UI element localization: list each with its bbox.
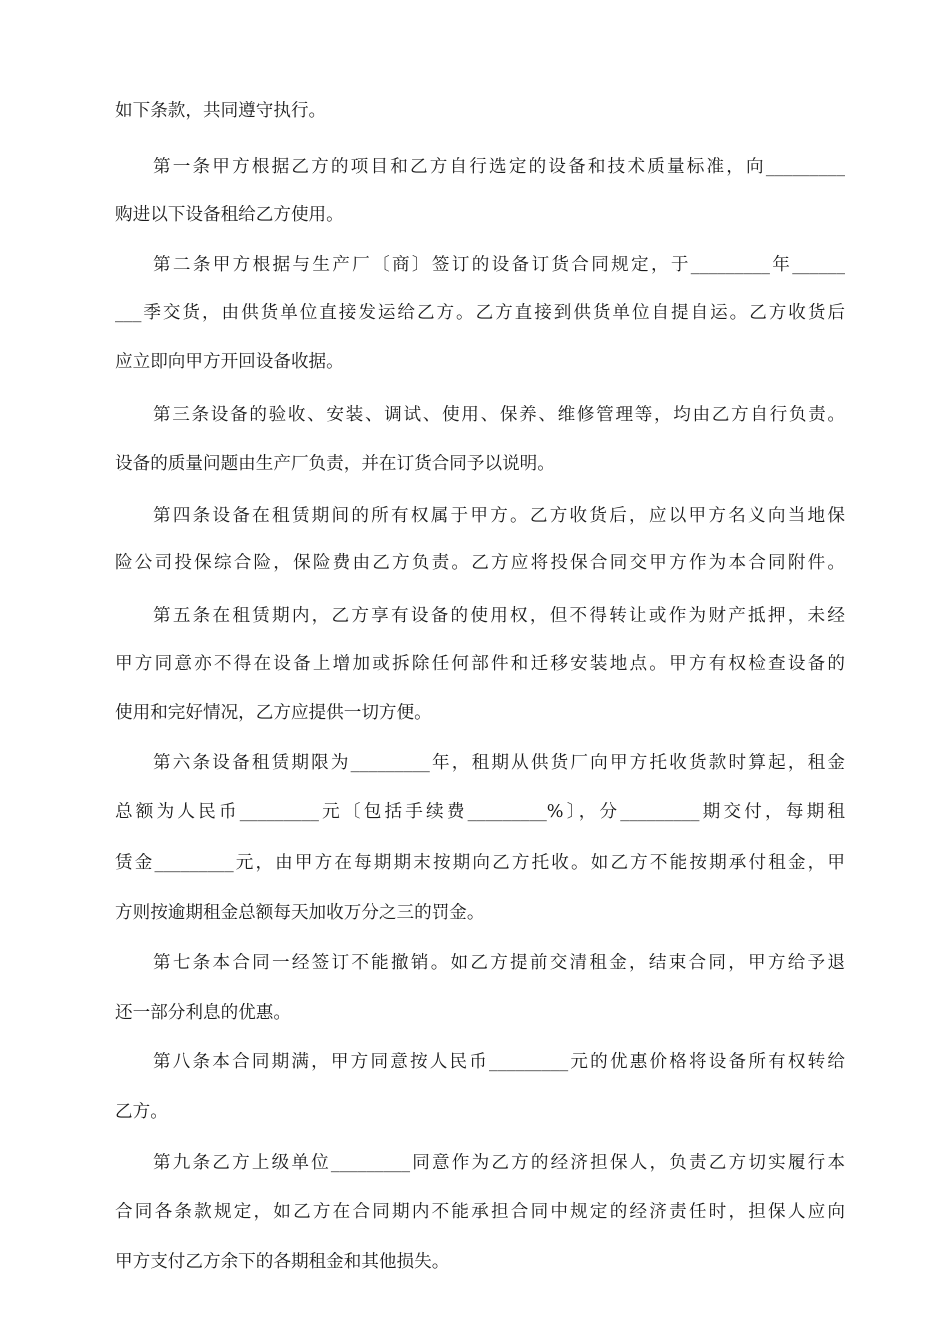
text-line: 应立即向甲方开回设备收据。 [115,352,344,372]
text-line: 合同各条款规定，如乙方在合同期内不能承担合同中规定的经济责任时，担保人应向 [115,1202,845,1222]
text-line: 险公司投保综合险，保险费由乙方负责。乙方应将投保合同交甲方作为本合同附件。 [115,553,845,573]
clause-3-line: 第三条设备的验收、安装、调试、使用、保养、维修管理等，均由乙方自行负责。 [153,405,845,425]
clause-8-line: 第八条本合同期满，甲方同意按人民币_________元的优惠价格将设备所有权转给 [153,1052,845,1072]
clause-7-line: 第七条本合同一经签订不能撤销。如乙方提前交清租金，结束合同，甲方给予退 [153,953,845,973]
clause-5-line: 第五条在租赁期内，乙方享有设备的使用权，但不得转让或作为财产抵押，未经 [153,606,845,626]
text-line: 乙方。 [115,1102,168,1122]
text-line: 如下条款，共同遵守执行。 [115,101,327,121]
text-line: 赁金_________元，由甲方在每期期末按期向乙方托收。如乙方不能按期承付租金，甲 [115,853,845,873]
clause-9-line: 第九条乙方上级单位_________同意作为乙方的经济担保人，负责乙方切实履行本 [153,1153,845,1173]
clause-6-line: 第六条设备租赁期限为_________年，租期从供货厂向甲方托收货款时算起，租金 [153,753,845,773]
text-line: 设备的质量问题由生产厂负责，并在订货合同予以说明。 [115,454,555,474]
text-line: 使用和完好情况，乙方应提供一切方便。 [115,703,432,723]
text-line: 方则按逾期租金总额每天加收万分之三的罚金。 [115,903,485,923]
text-line: 总额为人民币_________元〔包括手续费_________%〕，分_________期交付，每期租 [115,802,845,822]
clause-4-line: 第四条设备在租赁期间的所有权属于甲方。乙方收货后，应以甲方名义向当地保 [153,506,845,526]
text-line: 甲方同意亦不得在设备上增加或拆除任何部件和迁移安装地点。甲方有权检查设备的 [115,654,845,674]
text-line: 甲方支付乙方余下的各期租金和其他损失。 [115,1252,450,1272]
text-line: ___季交货，由供货单位直接发运给乙方。乙方直接到供货单位自提自运。乙方收货后 [115,303,845,323]
clause-2-line: 第二条甲方根据与生产厂〔商〕签订的设备订货合同规定，于_________年______ [153,255,845,275]
text-line: 还一部分利息的优惠。 [115,1003,291,1023]
text-line: 购进以下设备租给乙方使用。 [115,205,344,225]
clause-1-line: 第一条甲方根据乙方的项目和乙方自行选定的设备和技术质量标准，向_________ [153,157,845,177]
